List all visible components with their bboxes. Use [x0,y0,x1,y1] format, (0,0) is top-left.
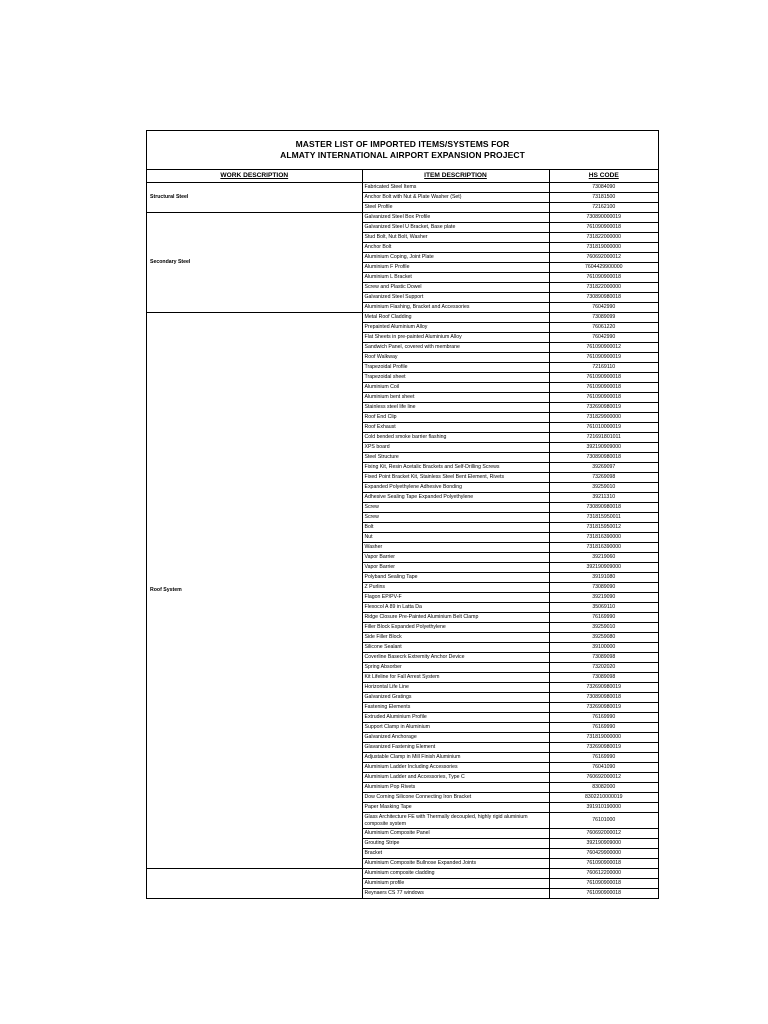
hs-code-cell: 760429900000 [549,849,658,859]
item-description-cell: Spring Absorber [362,663,549,673]
item-description-cell: Paper Masking Tape [362,803,549,813]
item-description-cell: Filler Block Expanded Polyethylene [362,623,549,633]
item-description-cell: Dow Corning Silicone Connecting Iron Bracket [362,793,549,803]
item-description-cell: Aluminium bent sheet [362,393,549,403]
hs-code-cell: 731816390000 [549,533,658,543]
item-description-cell: Aluminium profile [362,879,549,889]
header-work-description: WORK DESCRIPTION [147,170,362,183]
item-description-cell: Expanded Polyethylene Adhesive Bonding [362,483,549,493]
hs-code-cell: 76042990 [549,303,658,313]
hs-code-cell: 83082000 [549,783,658,793]
item-description-cell: Galvanized Anchorage [362,733,549,743]
item-description-cell: Fixed Point Bracket Kit, Stainless Steel Bent Element, Rivets [362,473,549,483]
item-description-cell: Stainless steel life line [362,403,549,413]
items-table [147,170,658,899]
item-description-cell: Flexocol A 89 in Latta Da [362,603,549,613]
item-description-cell: Screw [362,513,549,523]
item-description-cell: Vapor Barrier [362,563,549,573]
item-description-cell: Aluminium composite cladding [362,869,549,879]
hs-code-cell: 391910190000 [549,803,658,813]
hs-code-cell: 73089098 [549,673,658,683]
item-description-cell: Steel Profile [362,203,549,213]
hs-code-cell: 39269097 [549,463,658,473]
header-hs-code: HS CODE [549,170,658,183]
hs-code-cell: 35069110 [549,603,658,613]
hs-code-cell: 76101000 [549,813,658,829]
hs-code-cell: 39259010 [549,623,658,633]
hs-code-cell: 731816390000 [549,543,658,553]
item-description-cell: Horizontal Life Line [362,683,549,693]
hs-code-cell: 730890980018 [549,453,658,463]
hs-code-cell: 392190909000 [549,563,658,573]
hs-code-cell: 761090900018 [549,273,658,283]
item-description-cell: Fixing Kit, Resin Acetalic Brackets and Self-Drilling Screws [362,463,549,473]
item-description-cell: Support Clamp in Aluminium [362,723,549,733]
hs-code-cell: 73089098 [549,653,658,663]
hs-code-cell: 76041090 [549,763,658,773]
hs-code-cell: 76061220 [549,323,658,333]
hs-code-cell: 760692000012 [549,253,658,263]
hs-code-cell: 39219090 [549,593,658,603]
master-list-sheet [146,130,659,899]
item-description-cell: Screw and Plastic Dowel [362,283,549,293]
hs-code-cell: 39259010 [549,483,658,493]
hs-code-cell: 39211310 [549,493,658,503]
item-description-cell: Roof Exhaust [362,423,549,433]
hs-code-cell: 721691801011 [549,433,658,443]
work-description-cell: Structural Steel [147,183,362,213]
item-description-cell: Cold bended smoke barrier flashing [362,433,549,443]
hs-code-cell: 76169990 [549,753,658,763]
hs-code-cell: 731819000000 [549,733,658,743]
item-description-cell: Nut [362,533,549,543]
hs-code-cell: 761010000019 [549,423,658,433]
hs-code-cell: 73181500 [549,193,658,203]
item-description-cell: Aluminium Ladder Including Accessories [362,763,549,773]
item-description-cell: Roof End Clip [362,413,549,423]
item-description-cell: Glass Architecture FE with Thermally decoupled, highly rigid aluminium composite system [362,813,549,829]
header-row [147,170,658,183]
item-description-cell: Aluminium Composite Bullnose Expanded Joints [362,859,549,869]
item-description-cell: Galvanized Steel Box Profile [362,213,549,223]
hs-code-cell: 731815950012 [549,523,658,533]
item-description-cell: Adhesive Sealing Tape Expanded Polyethylene [362,493,549,503]
hs-code-cell: 730890980018 [549,293,658,303]
hs-code-cell: 73202020 [549,663,658,673]
hs-code-cell: 76042990 [549,333,658,343]
hs-code-cell: 72169110 [549,363,658,373]
hs-code-cell: 7604429900000 [549,263,658,273]
hs-code-cell: 76169990 [549,613,658,623]
hs-code-cell: 731815950011 [549,513,658,523]
title-line-1: MASTER LIST OF IMPORTED ITEMS/SYSTEMS FOR [295,139,510,149]
item-description-cell: Fastening Elements [362,703,549,713]
item-description-cell: Ridge Closure Pre-Painted Aluminium Belt Clamp [362,613,549,623]
item-description-cell: Metal Roof Cladding [362,313,549,323]
hs-code-cell: 392190909000 [549,443,658,453]
item-description-cell: Aluminium Pop Rivets [362,783,549,793]
header-item-description: ITEM DESCRIPTION [362,170,549,183]
hs-code-cell: 76169990 [549,723,658,733]
hs-code-cell: 731819000000 [549,243,658,253]
item-description-cell: Aluminium Ladder and Accessories, Type C [362,773,549,783]
item-description-cell: Screw [362,503,549,513]
item-description-cell: Vapor Barrier [362,553,549,563]
hs-code-cell: 731829900000 [549,413,658,423]
hs-code-cell: 761090900018 [549,383,658,393]
hs-code-cell: 76169990 [549,713,658,723]
item-description-cell: Side Filler Block [362,633,549,643]
item-description-cell: Aluminium Coil [362,383,549,393]
item-description-cell: Steel Structure [362,453,549,463]
hs-code-cell: 731822000000 [549,283,658,293]
item-description-cell: Trapezoidal Profile [362,363,549,373]
item-description-cell: Aluminium Flashing, Bracket and Accessories [362,303,549,313]
hs-code-cell: 39219060 [549,553,658,563]
item-description-cell: XPS board [362,443,549,453]
hs-code-cell: 760612200000 [549,869,658,879]
hs-code-cell: 8302210000019 [549,793,658,803]
item-description-cell: Aluminium F Profile [362,263,549,273]
hs-code-cell: 730890980018 [549,503,658,513]
table-row [147,183,658,193]
hs-code-cell: 761090900018 [549,373,658,383]
item-description-cell: Kit Lifeline for Fall Arrest System [362,673,549,683]
hs-code-cell: 73089099 [549,313,658,323]
hs-code-cell: 761090900018 [549,879,658,889]
item-description-cell: Prepainted Aluminium Alloy [362,323,549,333]
hs-code-cell: 761090900018 [549,859,658,869]
work-description-cell: Roof System [147,313,362,869]
hs-code-cell: 73089090 [549,583,658,593]
item-description-cell: Grouting Stripe [362,839,549,849]
item-description-cell: Coverline Basecrk Extremity Anchor Device [362,653,549,663]
hs-code-cell: 39191080 [549,573,658,583]
item-description-cell: Roof Walkway [362,353,549,363]
work-description-cell [147,869,362,899]
work-description-cell: Secondary Steel [147,213,362,313]
item-description-cell: Fabricated Steel Items [362,183,549,193]
hs-code-cell: 730890000019 [549,213,658,223]
item-description-cell: Polyband Sealing Tape [362,573,549,583]
document-title [147,131,658,170]
hs-code-cell: 761090900018 [549,223,658,233]
table-row [147,213,658,223]
item-description-cell: Galvanized Gratings [362,693,549,703]
hs-code-cell: 392190909000 [549,839,658,849]
item-description-cell: Anchor Bolt with Nut & Plate Washer (Set) [362,193,549,203]
hs-code-cell: 761090900019 [549,353,658,363]
hs-code-cell: 732690980019 [549,703,658,713]
item-description-cell: Silicone Sealant [362,643,549,653]
hs-code-cell: 73084090 [549,183,658,193]
item-description-cell: Aluminium L Bracket [362,273,549,283]
hs-code-cell: 761090900018 [549,889,658,899]
item-description-cell: Flagon EP/PV-F [362,593,549,603]
hs-code-cell: 732690980019 [549,683,658,693]
item-description-cell: Bracket [362,849,549,859]
items-table-body [147,170,658,899]
hs-code-cell: 39100000 [549,643,658,653]
item-description-cell: Adjustable Clamp in Mill Finish Aluminium [362,753,549,763]
item-description-cell: Trapezoidal sheet [362,373,549,383]
item-description-cell: Flat Sheets in pre-painted Aluminium Alloy [362,333,549,343]
item-description-cell: Glavanized Fastening Element [362,743,549,753]
item-description-cell: Galvanized Steel U Bracket, Base plate [362,223,549,233]
hs-code-cell: 39259080 [549,633,658,643]
hs-code-cell: 760692000012 [549,773,658,783]
item-description-cell: Reynaers CS 77 windows [362,889,549,899]
hs-code-cell: 73269098 [549,473,658,483]
hs-code-cell: 731822000000 [549,233,658,243]
title-line-2: ALMATY INTERNATIONAL AIRPORT EXPANSION PROJECT [280,150,525,160]
hs-code-cell: 761090900018 [549,393,658,403]
item-description-cell: Sandwich Panel, covered with membrane [362,343,549,353]
hs-code-cell: 760692000012 [549,829,658,839]
item-description-cell: Anchor Bolt [362,243,549,253]
item-description-cell: Aluminium Composite Panel [362,829,549,839]
hs-code-cell: 732690980019 [549,403,658,413]
item-description-cell: Stud Bolt, Nut Bolt, Washer [362,233,549,243]
item-description-cell: Z Purlins [362,583,549,593]
item-description-cell: Bolt [362,523,549,533]
hs-code-cell: 72162100 [549,203,658,213]
hs-code-cell: 761090900012 [549,343,658,353]
table-row [147,313,658,323]
item-description-cell: Extruded Aluminium Profile [362,713,549,723]
item-description-cell: Washer [362,543,549,553]
table-row [147,869,658,879]
hs-code-cell: 730890980018 [549,693,658,703]
hs-code-cell: 732690980019 [549,743,658,753]
item-description-cell: Aluminium Coping, Joint Plate [362,253,549,263]
item-description-cell: Galvanized Steel Support [362,293,549,303]
